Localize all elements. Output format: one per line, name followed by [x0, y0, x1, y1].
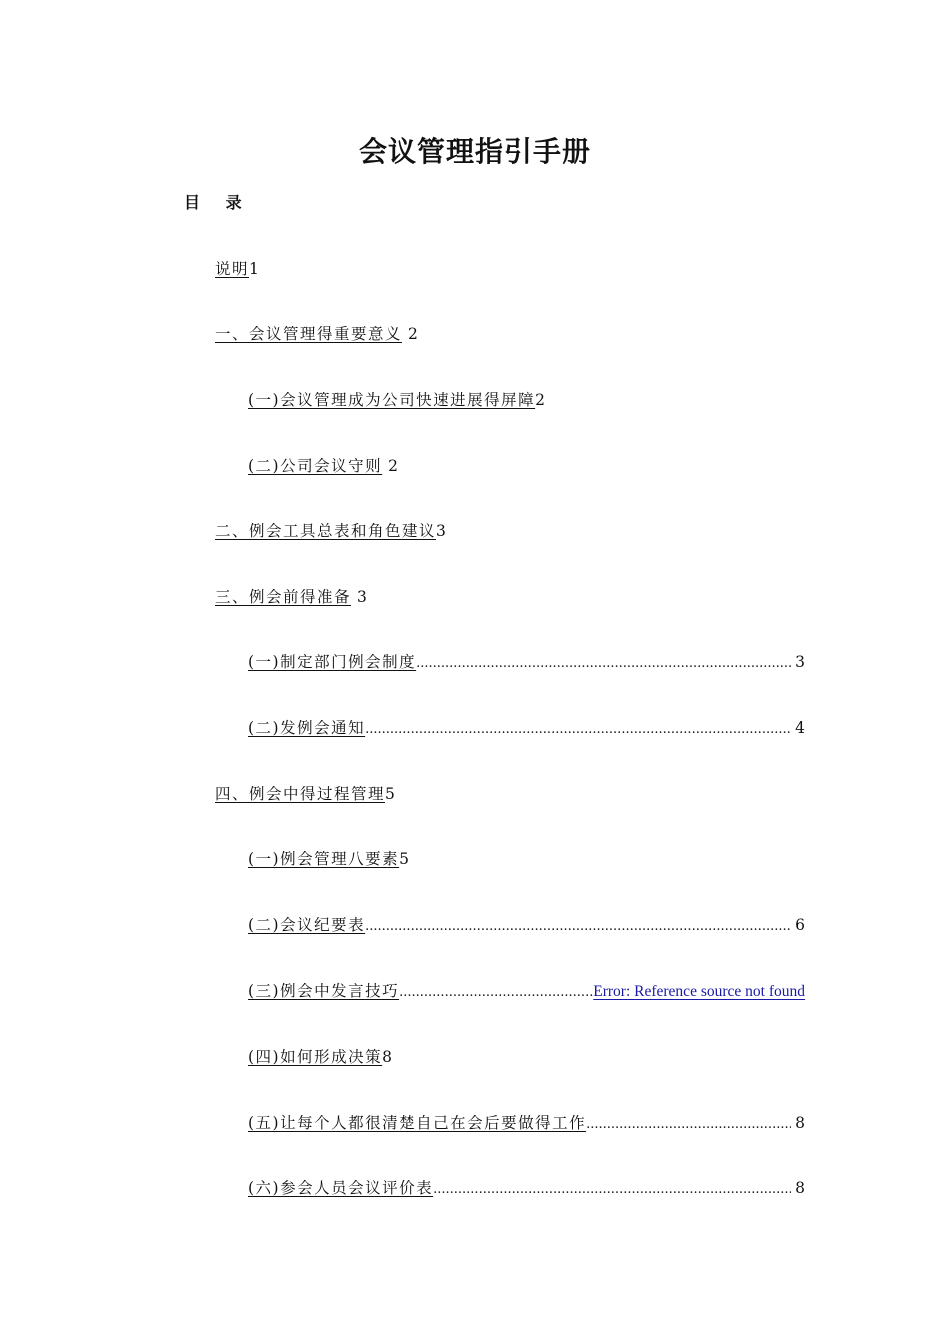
toc-entry-text[interactable]: (一)会议管理成为公司快速进展得屏障	[248, 391, 536, 409]
toc-entry-section-2[interactable]	[215, 520, 446, 542]
toc-entry-text[interactable]: (二)会议纪要表	[248, 916, 366, 934]
toc-entry-page: 2	[388, 457, 398, 475]
toc-entry-text[interactable]: (三)例会中发言技巧	[248, 982, 400, 1000]
toc-entry-page: 8	[795, 1179, 805, 1197]
toc-entry-page: 4	[795, 719, 805, 737]
toc-entry-text[interactable]: 二、例会工具总表和角色建议	[215, 522, 437, 540]
document-title: 会议管理指引手册	[358, 135, 591, 168]
dot-leader	[399, 982, 593, 1004]
toc-entry-page: 6	[795, 916, 805, 934]
toc-entry-page: 3	[795, 653, 805, 671]
toc-entry-section-1-2[interactable]	[248, 455, 398, 477]
reference-error-link[interactable]: Error: Reference source not found	[593, 983, 805, 1000]
toc-entry-section-3-2[interactable]	[248, 717, 805, 741]
toc-entry-explanation[interactable]	[215, 258, 259, 280]
toc-entry-text[interactable]: (二)公司会议守则	[248, 457, 383, 475]
toc-entry-text[interactable]: 四、例会中得过程管理	[215, 785, 386, 803]
toc-entry-text[interactable]: (二)发例会通知	[248, 719, 366, 737]
toc-entry-text[interactable]: (五)让每个人都很清楚自己在会后要做得工作	[248, 1114, 587, 1132]
toc-entry-text[interactable]: (六)参会人员会议评价表	[248, 1179, 434, 1197]
toc-entry-text[interactable]: (四)如何形成决策	[248, 1048, 383, 1066]
dot-leader	[365, 916, 791, 938]
toc-entry-page: 5	[385, 785, 395, 803]
dot-leader	[416, 653, 791, 675]
toc-entry-page: 8	[795, 1114, 805, 1132]
toc-entry-page: 5	[399, 850, 409, 868]
toc-heading: 目 录	[184, 193, 248, 212]
toc-entry-page: 3	[357, 588, 367, 606]
dot-leader	[433, 1179, 791, 1201]
toc-entry-section-3[interactable]	[215, 586, 367, 608]
toc-entry-text[interactable]: 一、会议管理得重要意义	[215, 325, 403, 343]
toc-entry-text[interactable]: (一)例会管理八要素	[248, 850, 400, 868]
dot-leader	[586, 1114, 791, 1136]
toc-entry-page: 1	[249, 260, 259, 278]
toc-entry-page: 8	[382, 1048, 392, 1066]
toc-entry-text[interactable]: 说明	[215, 260, 250, 278]
toc-entry-section-4-4[interactable]	[248, 1046, 392, 1068]
toc-entry-section-4-5[interactable]	[248, 1112, 805, 1136]
toc-entry-text[interactable]: (一)制定部门例会制度	[248, 653, 417, 671]
toc-entry-section-1-1[interactable]	[248, 389, 545, 411]
toc-entry-page: 2	[535, 391, 545, 409]
toc-entry-page: 2	[408, 325, 418, 343]
toc-entry-section-3-1[interactable]	[248, 651, 805, 675]
toc-entry-section-1[interactable]	[215, 323, 418, 345]
toc-entry-text[interactable]: 三、例会前得准备	[215, 588, 352, 606]
toc-entry-section-4-3[interactable]	[248, 980, 805, 1004]
dot-leader	[365, 719, 791, 741]
toc-entry-section-4-6[interactable]	[248, 1177, 805, 1201]
toc-entry-page: 3	[436, 522, 446, 540]
toc-entry-section-4[interactable]	[215, 783, 395, 805]
toc-entry-section-4-2[interactable]	[248, 914, 805, 938]
toc-entry-section-4-1[interactable]	[248, 848, 409, 870]
